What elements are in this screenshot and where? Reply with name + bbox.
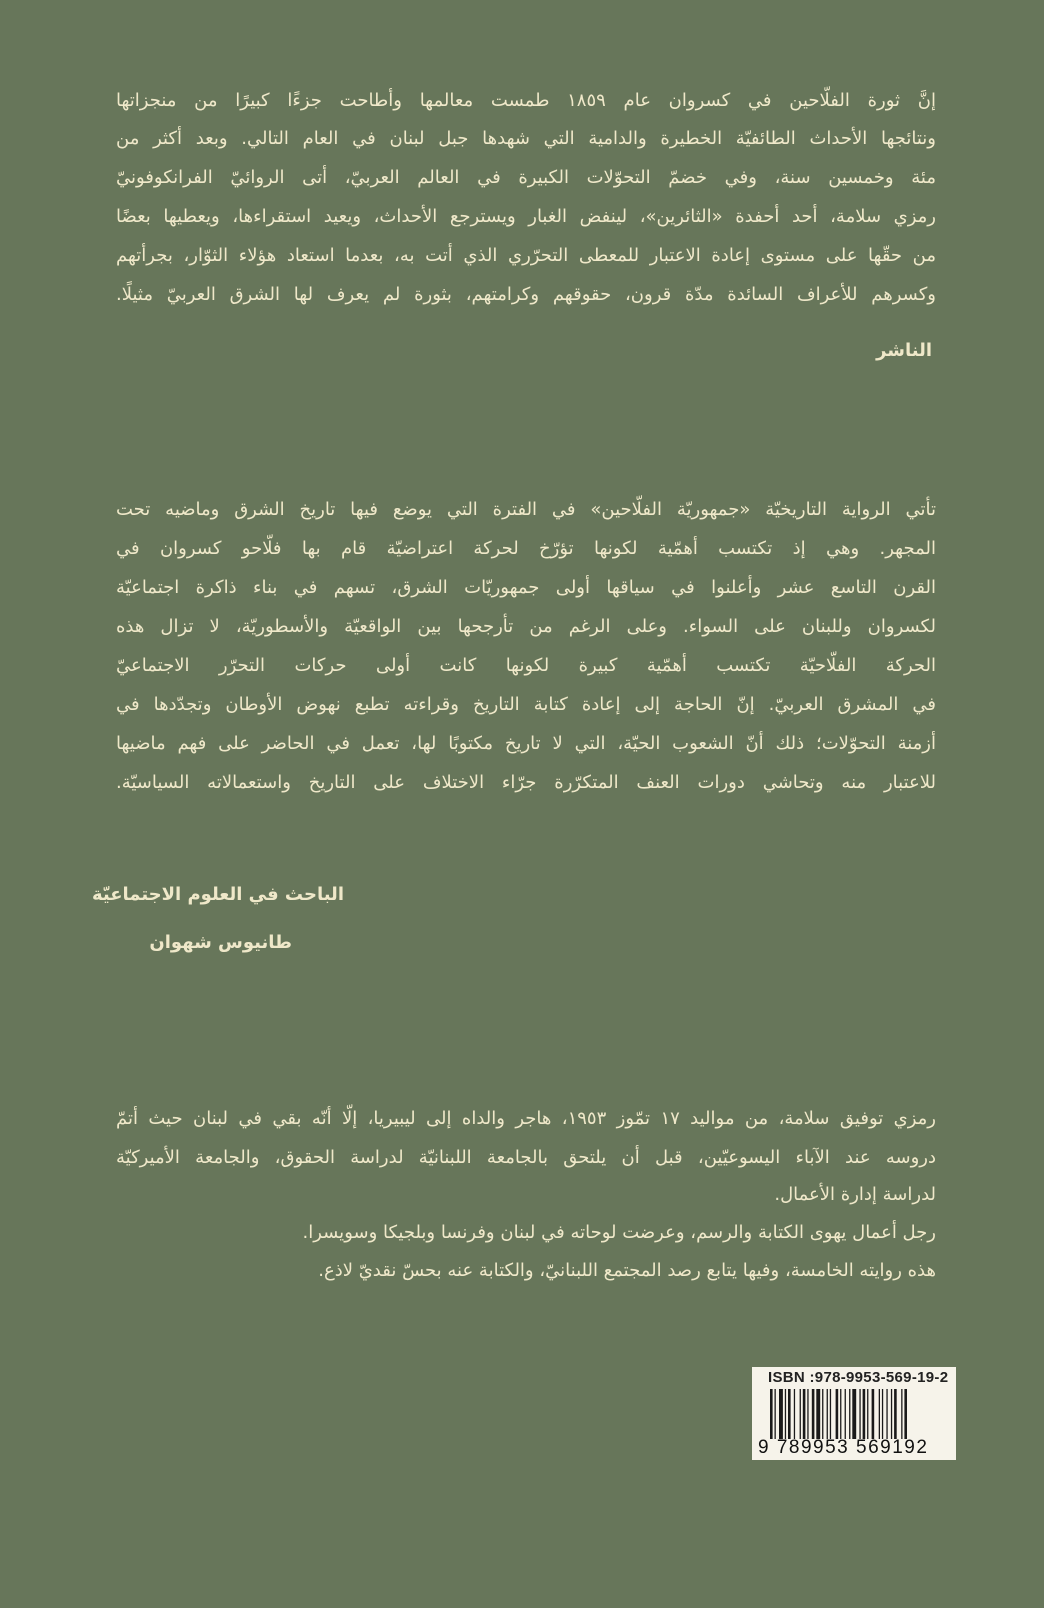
text-line: لكسروان وللبنان على السواء. وعلى الرغم من تأرجحها بين الواقعيّة والأسطوريّة، لا تزال هذه xyxy=(116,616,936,637)
barcode-bar xyxy=(827,1389,828,1439)
isbn-label: ISBN :978-9953-569-19-2 xyxy=(768,1369,949,1386)
text-line: مئة وخمسين سنة، وفي خضمّ التحوّلات الكبيرة في العالم العربيّ، أتى الروائيّ الفرانكوفونيّ xyxy=(116,167,936,188)
researcher-signature-title: الباحث في العلوم الاجتماعيّة xyxy=(91,884,344,905)
text-line: رمزي سلامة، أحد أحفدة «الثائرين»، لينفض الغبار ويسترجع الأحداث، ويعيد استقراءها، ويعطيها بعضًا xyxy=(116,206,936,227)
barcode-bar xyxy=(812,1389,815,1439)
text-line: أزمنة التحوّلات؛ ذلك أنّ الشعوب الحيّة، التي لا تاريخ مكتوبًا لها، تعمل في الحاضر على فهم ماضيها xyxy=(116,733,936,754)
barcode-bar xyxy=(840,1389,841,1439)
barcode-bar xyxy=(894,1389,897,1439)
barcode-bar xyxy=(882,1389,883,1439)
text-line: إنَّ ثورة الفلّاحين في كسروان عام ١٨٥٩ طمست معالمها وأطاحت جزءًا كبيرًا من منجزاتها xyxy=(116,90,936,111)
text-line: القرن التاسع عشر وأعلنوا في سياقها أولى جمهوريّات الشرق، تسهم في بناء ذاكرة اجتماعيّة xyxy=(116,577,936,598)
barcode-bar xyxy=(836,1389,839,1439)
barcode-bar xyxy=(849,1389,850,1439)
barcode-bar xyxy=(830,1389,831,1439)
barcode-bar xyxy=(788,1389,791,1439)
text-line: دروسه عند الآباء اليسوعيّين، قبل أن يلتحق بالجامعة اللبنانيّة لدراسة الحقوق، والجامعة الأميركيّة xyxy=(116,1147,936,1168)
barcode-bar xyxy=(794,1389,795,1439)
barcode-bar xyxy=(891,1389,892,1439)
isbn-barcode xyxy=(752,1367,956,1460)
barcode-bar xyxy=(803,1389,806,1439)
barcode-bar xyxy=(800,1389,801,1439)
text-line: للاعتبار منه وتحاشي دورات العنف المتكرّرة جرّاء الاختلاف على التاريخ واستعمالاته السياسيّة. xyxy=(116,772,936,793)
barcode-bar xyxy=(816,1389,820,1439)
barcode-bar xyxy=(852,1389,856,1439)
text-line: الحركة الفلّاحيّة تكتسب أهمّية كبيرة لكونها كانت أولى حركات التحرّر الاجتماعيّ xyxy=(116,655,936,676)
barcode-bar xyxy=(845,1389,846,1439)
text-line: تأتي الرواية التاريخيّة «جمهوريّة الفلّاحين» في الفترة التي يوضع فيها تاريخ الشرق وماضيه تحت xyxy=(116,499,936,520)
text-line: في المشرق العربيّ. إنّ الحاجة إلى إعادة كتابة التاريخ وقراءته تطبع نهوض الأوطان وتجدّدها في xyxy=(116,694,936,715)
barcode-bar xyxy=(904,1389,907,1439)
text-line: رمزي توفيق سلامة، من مواليد ١٧ تمّوز ١٩٥٣، هاجر والداه إلى ليبيريا، إلّا أنّه بقي في لبنان حيث أتمّ xyxy=(116,1108,936,1129)
text-line: ونتائجها الأحداث الطائفيّة الخطيرة والدامية التي شهدها جبل لبنان في العام التالي. وبعد أكثر من xyxy=(116,128,936,149)
barcode-bar xyxy=(775,1389,776,1439)
barcode-bar xyxy=(863,1389,866,1439)
text-line: لدراسة إدارة الأعمال. xyxy=(774,1184,936,1205)
barcode-bars xyxy=(770,1389,950,1439)
text-line: هذه روايته الخامسة، وفيها يتابع رصد المجتمع اللبنانيّ، والكتابة عنه بحسّ نقديّ لاذع. xyxy=(318,1260,936,1281)
barcode-bar xyxy=(779,1389,783,1439)
barcode-number: 9 789953 569192 xyxy=(758,1437,929,1458)
text-line: وكسرهم للأعراف السائدة مدّة قرون، حقوقهم وكرامتهم، بثورة لم يعرف لها الشرق العربيّ مثيلًا. xyxy=(116,284,936,305)
barcode-bar xyxy=(886,1389,887,1439)
text-line: المجهر. وهي إذ تكتسب أهمّية لكونها تؤرّخ لحركة اعتراضيّة قام بها فلّاحو كسروان في xyxy=(116,538,936,559)
text-line: من حقّها على مستوى إعادة الاعتبار للمعطى التحرّري الذي أتت به، بعدما استعاد هؤلاء الثوّار، بجرأتهم xyxy=(116,245,936,266)
barcode-bar xyxy=(859,1389,860,1439)
barcode-bar xyxy=(872,1389,875,1439)
barcode-bar xyxy=(770,1389,773,1439)
barcode-bar xyxy=(807,1389,808,1439)
barcode-bar xyxy=(901,1389,902,1439)
researcher-signature-name: طانيوس شهوان xyxy=(149,932,292,953)
barcode-bar xyxy=(879,1389,880,1439)
barcode-bar xyxy=(867,1389,868,1439)
barcode-bar xyxy=(785,1389,786,1439)
text-line: رجل أعمال يهوى الكتابة والرسم، وعرضت لوحاته في لبنان وفرنسا وبلجيكا وسويسرا. xyxy=(302,1222,936,1243)
publisher-signature: الناشر xyxy=(876,340,932,361)
barcode-bar xyxy=(822,1389,823,1439)
